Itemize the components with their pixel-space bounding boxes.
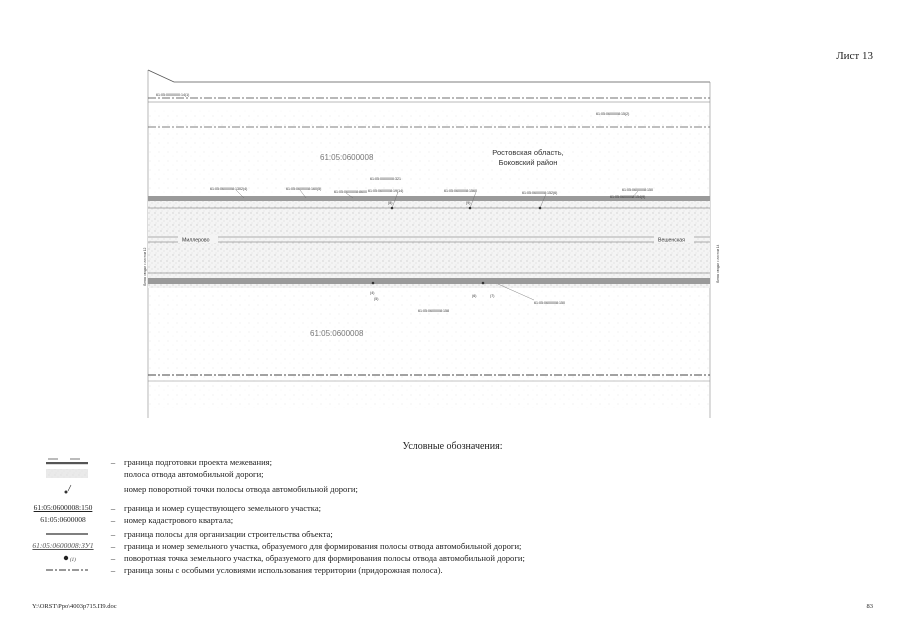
legend-dash: – [110,515,116,525]
legend-row-right-of-way [0,468,905,480]
legend-text: номер поворотной точки полосы отвода автомобильной дороги; [124,484,358,494]
cadastral-map [143,68,720,418]
legend-row-project-boundary [0,456,905,468]
legend-text: граница полосы для организации строительства объекта; [124,529,333,539]
point-label-4: (4) [370,291,375,295]
legend-row-formed-turning-point [0,552,905,564]
legend-text: граница зоны с особыми условиями использования территории (придорожная полоса). [124,565,443,575]
legend-title: Условные обозначения: [402,441,503,452]
legend-row-turning-point-number [0,483,905,495]
legend-text: полоса отвода автомобильной дороги; [124,469,264,479]
parcel-label-e: 61:05:0600008:19(14) [368,189,404,193]
legend-dash: – [110,565,116,575]
legend-text: поворотная точка земельного участка, образуемого для формирования полосы отвода автомобильной дороги; [124,553,525,563]
legend-text: граница подготовки проекта межевания; [124,457,273,467]
legend-dash: – [110,553,116,563]
parcel-label-c: 61:05:0600008:8600 [334,190,367,194]
parcel-label-b: 61:05:0600008:160(5) [286,187,322,191]
legend-row-formed-parcel [0,540,905,552]
parcel-label-h: 61:05:0600008:150 [622,188,653,192]
legend-row-cadastral-quarter [0,514,905,526]
region-line-2: Боковский район [498,158,558,167]
legend-dash: – [110,503,116,513]
legend-symbol-project-boundary [30,456,104,468]
footer-page-number: 83 [866,603,873,610]
legend-symbol-existing-parcel: 61:05:0600008:150 [33,503,93,512]
side-label-right: Линия сводки с листом 14 [716,244,720,283]
legend-symbol-formed-turning-point [30,552,104,564]
legend-symbol-cadastral-quarter: 61:05:0600008 [40,515,86,524]
legend-dash: – [110,529,116,539]
parcel-label-bottom-2: 61:05:0600008:158 [418,309,449,313]
point-label-9: (9) [466,201,471,205]
legend-text: граница и номер существующего земельного участка; [124,503,322,513]
legend-dash: – [110,541,116,551]
footer-file-path: Y:\ORST\Ppo\4003p715.П9.doc [32,603,117,610]
parcel-label-bottom-1: 61:05:0600008:150 [534,301,565,305]
legend-row-existing-parcel [0,502,905,514]
legend-symbol-construction-strip [30,528,104,540]
side-label-left: Линия сводки с листом 12 [143,247,147,286]
parcel-label-d: 61:05:0000000:321 [370,177,401,181]
legend-row-construction-strip [0,528,905,540]
legend-dash: – [110,457,116,467]
point-label-5: (5) [374,297,379,301]
point-label-8: (8) [388,201,393,205]
point-label-7: (7) [490,294,495,298]
parcel-label-i: 61:05:0600008:154(9) [610,195,646,199]
town-left-label: Миллерово [182,237,210,244]
legend-text: номер кадастрового квартала; [124,515,234,525]
right-of-way-edge-bottom [148,278,710,284]
svg-text:(1): (1) [70,558,76,563]
legend-row-roadside-zone [0,564,905,576]
parcel-label-top-1: 61:05:0000000:14(1) [156,93,190,97]
legend-symbol-formed-parcel: 61:05:0600008:ЗУ1 [32,541,94,550]
town-right-label: Вешенская [658,237,685,244]
quarter-label-top: 61:05:0600008 [320,153,374,162]
legend-text: граница и номер земельного участка, образуемого для формирования полосы отвода автомобильной дороги; [124,541,522,551]
parcel-label-top-2: 61:05:0600008:15(2) [596,112,630,116]
quarter-label-bottom: 61:05:0600008 [310,329,364,338]
parcel-label-a: 61:05:0600008:1302(4) [210,187,248,191]
sheet-number: Лист 13 [836,50,873,62]
parcel-label-g: 61:05:0600008:152(6) [522,191,558,195]
legend-symbol-roadside-zone [30,564,104,576]
legend-symbol-point-number [30,483,104,495]
legend-symbol-right-of-way [30,468,104,480]
point-label-6: (6) [472,294,477,298]
parcel-label-f: 61:05:0600008:1560 [444,189,477,193]
region-line-1: Ростовская область, [492,148,564,157]
